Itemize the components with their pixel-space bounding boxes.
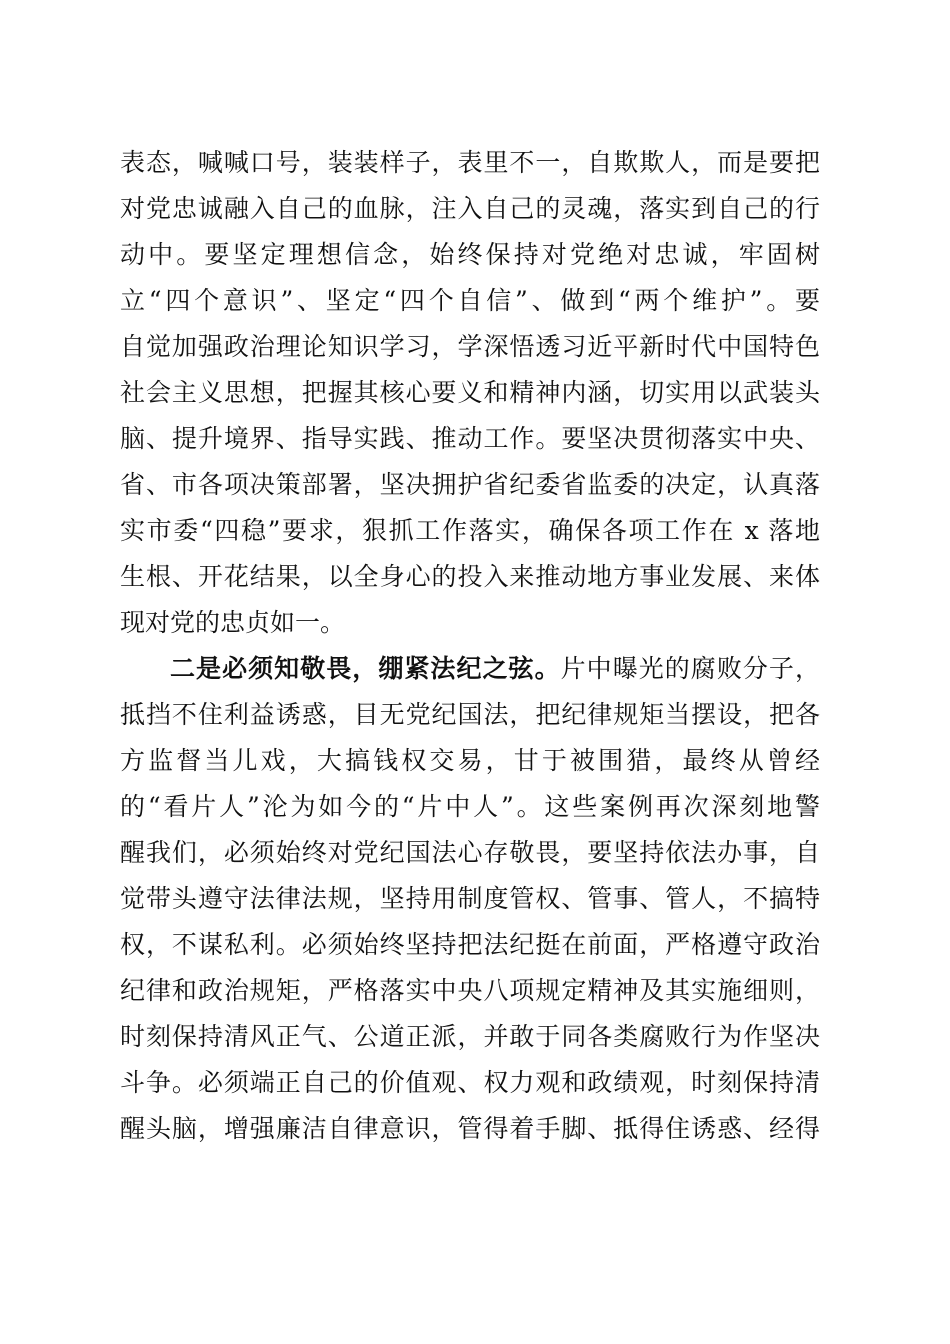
text-line: 脑、提升境界、指导实践、推动工作。要坚决贯彻落实中央、 <box>120 424 820 453</box>
text-span: 片中曝光的腐败分子， <box>560 654 820 683</box>
text-line: 省、市各项决策部署，坚决拥护省纪委省监委的决定，认真落 <box>120 470 820 499</box>
text-line: 社会主义思想，把握其核心要义和精神内涵，切实用以武装头 <box>120 378 820 407</box>
text-line: 的“看片人”沦为如今的“片中人”。这些案例再次深刻地警 <box>120 792 820 821</box>
text-line: 生根、开花结果，以全身心的投入来推动地方事业发展、来体 <box>120 562 820 591</box>
paragraph-first-line <box>170 654 820 684</box>
text-line: 表态，喊喊口号，装装样子，表里不一，自欺欺人，而是要把 <box>120 148 820 177</box>
text-line: 自觉加强政治理论知识学习，学深悟透习近平新时代中国特色 <box>120 332 820 361</box>
text-line: 醒头脑，增强廉洁自律意识，管得着手脚、抵得住诱惑、经得 <box>120 1114 820 1143</box>
text-line: 时刻保持清风正气、公道正派，并敢于同各类腐败行为作坚决 <box>120 1022 820 1051</box>
paragraph-heading: 二是必须知敬畏，绷紧法纪之弦。 <box>170 654 561 683</box>
text-line: 抵挡不住利益诱惑，目无党纪国法，把纪律规矩当摆设，把各 <box>120 700 820 729</box>
text-line: 觉带头遵守法律法规，坚持用制度管权、管事、管人，不搞特 <box>120 884 820 913</box>
text-line: 醒我们，必须始终对党纪国法心存敬畏，要坚持依法办事，自 <box>120 838 820 867</box>
text-line: 纪律和政治规矩，严格落实中央八项规定精神及其实施细则， <box>120 976 820 1005</box>
text-line: 权，不谋私利。必须始终坚持把法纪挺在前面，严格遵守政治 <box>120 930 820 959</box>
text-line: 现对党的忠贞如一。 <box>120 608 346 637</box>
text-line: 斗争。必须端正自己的价值观、权力观和政绩观，时刻保持清 <box>120 1068 820 1097</box>
text-line: 实市委“四稳”要求，狠抓工作落实，确保各项工作在 x 落地 <box>120 516 820 545</box>
text-line: 动中。要坚定理想信念，始终保持对党绝对忠诚，牢固树 <box>120 240 820 269</box>
text-line: 方监督当儿戏，大搞钱权交易，甘于被围猎，最终从曾经 <box>120 746 820 775</box>
text-line: 对党忠诚融入自己的血脉，注入自己的灵魂，落实到自己的行 <box>120 194 820 223</box>
text-line: 立“四个意识”、坚定“四个自信”、做到“两个维护”。要 <box>120 286 820 315</box>
